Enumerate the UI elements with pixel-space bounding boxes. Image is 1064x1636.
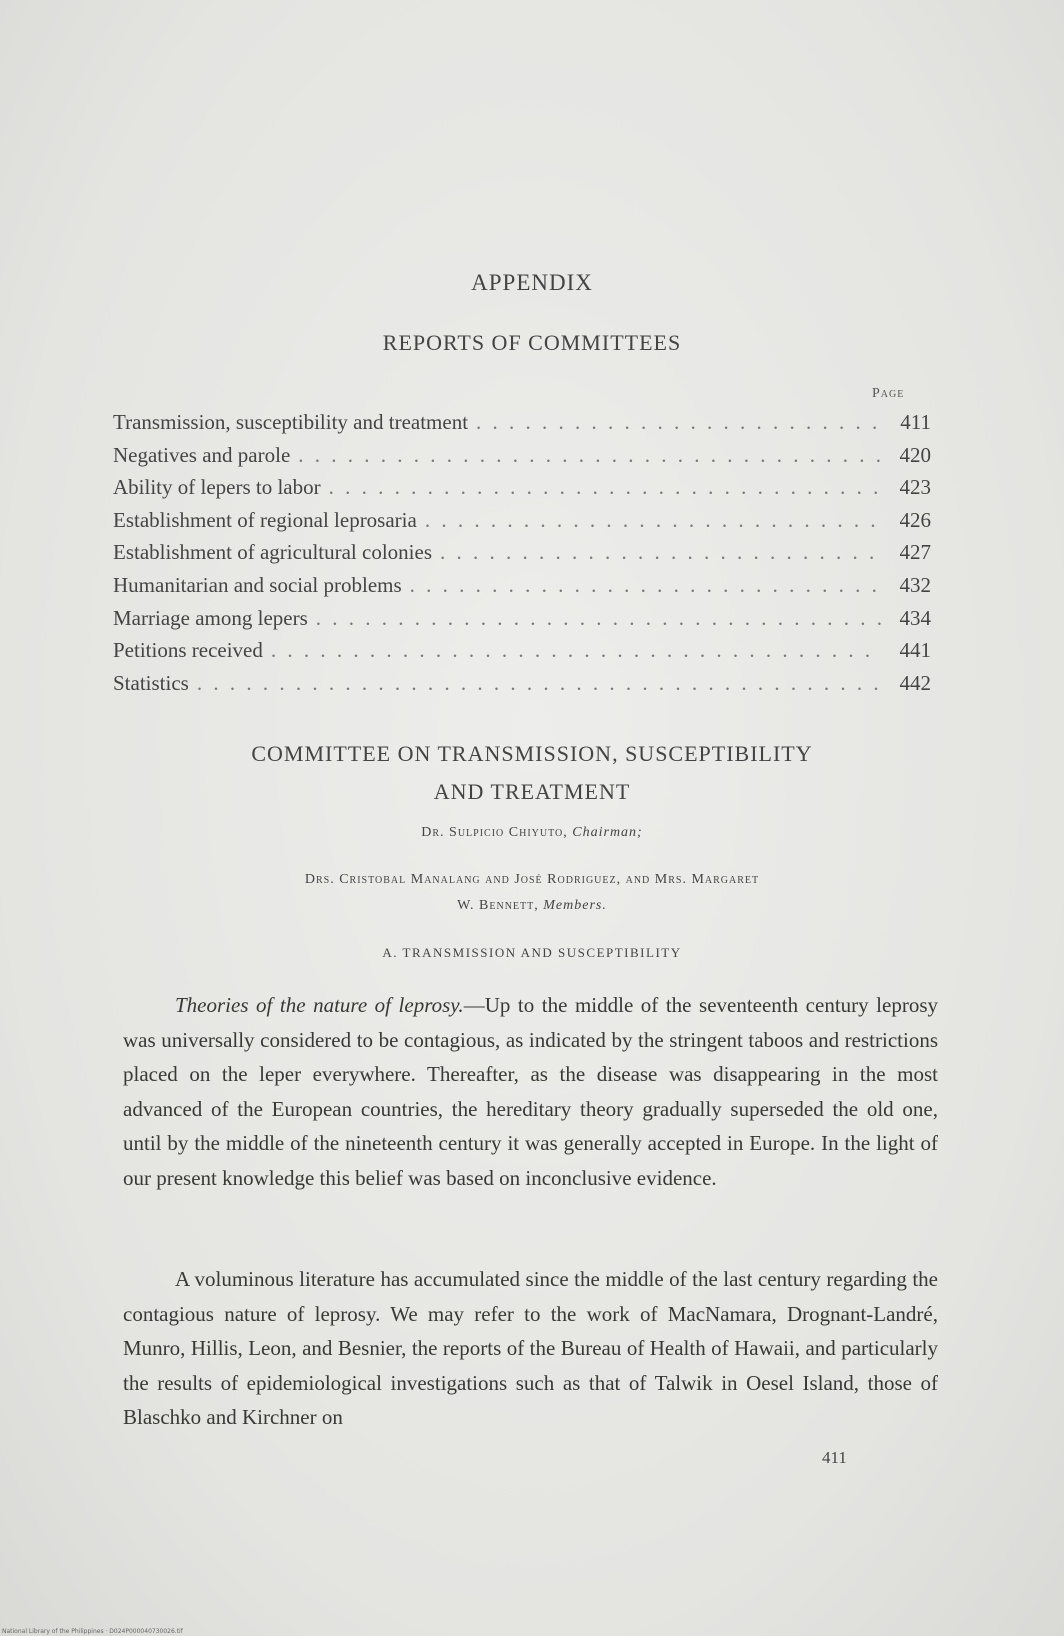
toc-leader-dots [329, 475, 881, 500]
members-block [0, 867, 1064, 919]
paragraph-theories [123, 988, 938, 1195]
members-line2-name: W. Bennett, [457, 898, 539, 913]
toc-entry-page: 411 [900, 410, 931, 434]
toc-entry [113, 508, 931, 541]
paragraph-literature: A voluminous literature has accumulated since the middle of the last century regarding the contagious nature of leprosy. We may refer to the work of MacNamara, Drognant-Landré, Munro, Hillis, Leon, and Besnier, the reports of the Bureau of Health of Hawaii, and particularly the results of epidemiological investigations such as that of Talwik in Oesel Island, those of Blaschko and Kirchner on [123, 1267, 938, 1429]
toc-entry-page: 441 [899, 638, 931, 663]
toc-entry [113, 671, 931, 704]
toc-leader-dots [425, 508, 881, 533]
toc-entry-label: Establishment of regional leprosaria [113, 507, 417, 532]
toc-entry-page: 423 [899, 475, 931, 500]
toc-entry-page: 434 [899, 605, 931, 630]
chairman-role: Chairman; [572, 825, 643, 840]
toc-entry-label: Negatives and parole [113, 442, 291, 467]
paragraph-lead-title: Theories of the nature of leprosy. [175, 993, 464, 1017]
toc-entry-page: 442 [899, 670, 931, 695]
toc-entry [113, 638, 931, 671]
toc-entry-label: Humanitarian and social problems [113, 572, 402, 597]
toc-entry-label: Establishment of agricultural colonies [113, 540, 432, 565]
toc-leader-dots [271, 638, 881, 663]
toc-leader-dots [298, 443, 881, 468]
toc-entry-page: 427 [899, 540, 931, 565]
toc-leader-dots [476, 410, 881, 435]
toc-entry [113, 410, 931, 443]
toc-entry [113, 443, 931, 476]
toc-entry [113, 540, 931, 573]
toc-leader-dots [316, 606, 881, 631]
section-subheading: A. TRANSMISSION AND SUSCEPTIBILITY [382, 945, 682, 960]
toc-leader-dots [197, 671, 881, 696]
committee-heading [0, 735, 1064, 811]
appendix-heading: APPENDIX [471, 270, 593, 295]
bleed-through-text [90, 92, 920, 113]
chairman-line [0, 825, 1064, 841]
toc-entry-page: 426 [899, 507, 931, 532]
page-column-label: Page [872, 386, 905, 401]
toc-leader-dots [410, 573, 881, 598]
table-of-contents [113, 410, 931, 703]
committee-heading-line2: AND TREATMENT [433, 779, 631, 804]
toc-entry-label: Statistics [113, 670, 189, 695]
toc-entry-page: 420 [899, 442, 931, 467]
paragraph-text: —Up to the middle of the seventeenth century leprosy was universally considered to be contagious, as indicated by the stringent taboos and restrictions placed on the leper everywhere. Thereafter, as the disease was disappearing in the most advanced of the European countries, the hereditary theory gradually superseded the old one, until by the middle of the nineteenth century it was generally accepted in Europe. In the light of our present knowledge this belief was based on inconclusive evidence. [123, 993, 938, 1190]
toc-leader-dots [440, 540, 881, 565]
members-line2 [0, 893, 1064, 919]
toc-entry-label: Ability of lepers to labor [113, 475, 321, 500]
members-line1: Drs. Cristobal Manalang and José Rodriguez, and Mrs. Margaret [304, 872, 760, 887]
toc-entry-label: Transmission, susceptibility and treatment [113, 410, 469, 434]
toc-entry [113, 606, 931, 639]
chairman-name: Dr. Sulpicio Chiyuto, [421, 825, 568, 840]
toc-entry-page: 432 [899, 572, 931, 597]
reports-heading: REPORTS OF COMMITTEES [382, 330, 682, 355]
toc-entry [113, 573, 931, 606]
page-number: 411 [822, 1448, 847, 1467]
toc-entry-label: Marriage among lepers [113, 605, 308, 630]
committee-heading-line1: COMMITTEE ON TRANSMISSION, SUSCEPTIBILITY [251, 741, 813, 766]
scan-footer-label: National Library of the Philippines · D024P000040730026.tif [2, 1628, 183, 1635]
toc-entry [113, 475, 931, 508]
toc-entry-label: Petitions received [113, 638, 263, 663]
members-role: Members. [543, 898, 607, 913]
